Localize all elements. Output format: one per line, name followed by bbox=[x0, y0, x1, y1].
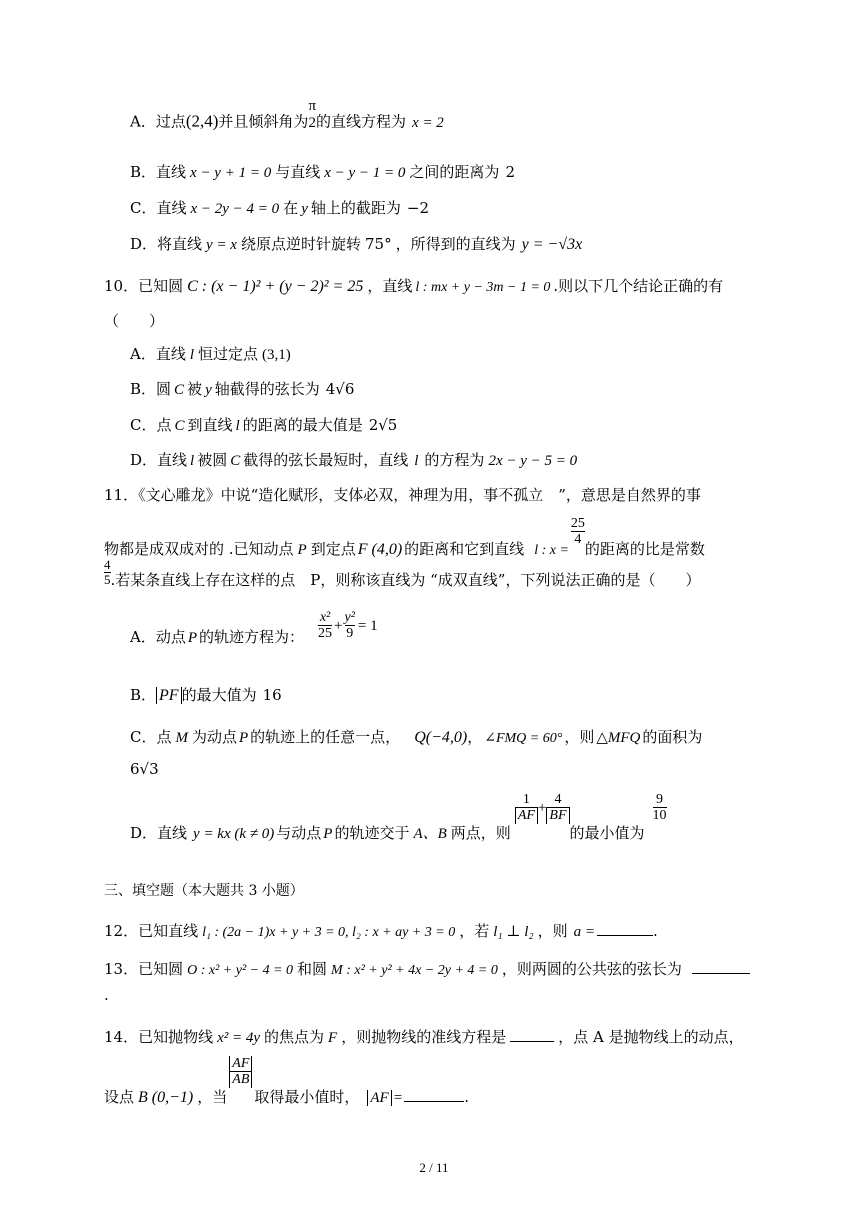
math-eq: x − 2y − 4 = 0 bbox=[190, 201, 280, 217]
math-eq: x − y + 1 = 0 bbox=[190, 165, 272, 181]
q12 bbox=[104, 920, 658, 941]
text: 14．已知抛物线 bbox=[104, 1028, 214, 1046]
q9-option-b bbox=[130, 161, 515, 182]
text: 为动点 bbox=[191, 728, 237, 746]
math-eq: l : x = bbox=[534, 542, 569, 558]
fraction bbox=[318, 610, 332, 642]
answer-blank[interactable] bbox=[510, 1027, 554, 1042]
math-point: F (4,0) bbox=[357, 540, 403, 558]
text: 三、填空题（本大题共 3 小题） bbox=[104, 883, 304, 899]
q9-option-d bbox=[130, 233, 582, 254]
text: 的面积为 bbox=[642, 728, 703, 746]
page-number: 2 / 11 bbox=[419, 1160, 449, 1175]
denominator: 10 bbox=[652, 808, 667, 824]
text: ，则两圆的公共弦的弦长为 bbox=[501, 960, 682, 978]
text: 截得的弦长最短时，直线 bbox=[243, 451, 409, 469]
text: 并且倾斜角为 bbox=[218, 112, 309, 131]
text: + bbox=[334, 617, 343, 634]
q11-option-c-answer bbox=[130, 760, 159, 778]
text: . bbox=[464, 1087, 469, 1106]
denominator: AB bbox=[229, 1071, 252, 1087]
math-var: F bbox=[328, 1030, 338, 1046]
text: D．直线 bbox=[130, 823, 188, 842]
text: 11．《文心雕龙》中说“造化赋形，支体必双，神理为用，事不孤立 ”，意思是自然界的事 bbox=[104, 486, 701, 504]
answer-blank[interactable] bbox=[597, 921, 653, 936]
text: 的轨迹交于 bbox=[334, 823, 410, 842]
math-var: △MFQ bbox=[596, 730, 641, 746]
q9-option-c bbox=[130, 197, 429, 218]
q11-line-3 bbox=[104, 557, 701, 596]
math-var: A、B bbox=[413, 825, 447, 842]
q10-paren bbox=[104, 310, 164, 331]
math-eq: x = 2 bbox=[412, 114, 444, 131]
denominator: 9 bbox=[346, 626, 354, 642]
fraction bbox=[653, 792, 667, 824]
text: 设点 bbox=[104, 1087, 135, 1106]
text: 取得最小值时， bbox=[254, 1087, 360, 1106]
value: 2 bbox=[505, 163, 515, 181]
text: ， bbox=[467, 728, 483, 746]
text: 的轨迹上的任意一点， bbox=[250, 728, 401, 746]
numerator: AF bbox=[229, 1056, 252, 1071]
text: 恒过定点 bbox=[198, 345, 259, 363]
math-point: B (0,−1) bbox=[138, 1088, 194, 1106]
math-abs: PF bbox=[156, 687, 182, 704]
math-point: Q(−4,0) bbox=[414, 729, 468, 746]
answer-blank[interactable] bbox=[692, 959, 750, 974]
text: ，若 bbox=[459, 922, 490, 940]
text: ，点 A 是抛物线上的动点， bbox=[558, 1028, 744, 1046]
math-eq: l : mx + y − 3m − 1 = 0 bbox=[415, 280, 551, 295]
denominator: 25 bbox=[318, 626, 333, 642]
math-eq: O : x² + y² − 4 = 0 bbox=[187, 963, 294, 978]
text: + bbox=[537, 799, 547, 816]
math-var: C bbox=[174, 418, 185, 434]
q13 bbox=[104, 958, 750, 979]
math-abs: AF bbox=[367, 1090, 391, 1106]
value: 75° bbox=[364, 235, 392, 253]
text: D．将直线 bbox=[130, 235, 203, 253]
answer-paren: （ ） bbox=[104, 312, 165, 330]
math-eq: y = x bbox=[206, 237, 237, 253]
q10-option-a bbox=[130, 343, 291, 364]
math-point: (3,1) bbox=[262, 347, 291, 363]
text: = 1 bbox=[357, 617, 378, 634]
q10-stem bbox=[104, 275, 723, 296]
text: 两点，则 bbox=[450, 823, 511, 842]
numerator: 9 bbox=[656, 792, 664, 807]
math-var: C bbox=[174, 382, 185, 398]
text: ，当 bbox=[197, 1087, 228, 1106]
text: ，直线 bbox=[367, 277, 413, 295]
math-eq: x − y − 1 = 0 bbox=[324, 165, 406, 181]
value: 2√5 bbox=[368, 416, 398, 434]
fraction bbox=[515, 792, 538, 824]
q11-option-c bbox=[130, 726, 702, 747]
q11-line-1 bbox=[104, 484, 701, 505]
math-var: P bbox=[187, 629, 198, 646]
text: 绕原点逆时针旋转 bbox=[240, 235, 361, 253]
text: 12．已知直线 bbox=[104, 922, 199, 940]
text: 被圆 bbox=[197, 451, 228, 469]
denominator: 4 bbox=[571, 531, 585, 547]
value: 6√3 bbox=[130, 760, 159, 778]
numerator: 1 bbox=[522, 792, 530, 807]
math-eq: x² = 4y bbox=[217, 1030, 261, 1046]
math-var: y bbox=[301, 201, 308, 217]
math-eq: ∠FMQ = 60° bbox=[484, 731, 563, 746]
text: 被 bbox=[187, 380, 203, 398]
answer-blank[interactable] bbox=[404, 1087, 464, 1102]
text: B． bbox=[130, 686, 157, 704]
math-eq: C : (x − 1)² + (y − 2)² = 25 bbox=[187, 278, 364, 295]
q10-option-c bbox=[130, 414, 397, 435]
text: 和圆 bbox=[297, 960, 328, 978]
math-var: l bbox=[189, 347, 195, 363]
fraction bbox=[571, 516, 585, 548]
q11-option-a bbox=[130, 610, 378, 654]
value: 16 bbox=[262, 686, 282, 704]
text: 物都是成双成对的 .已知动点 bbox=[104, 539, 294, 558]
q14-line-1 bbox=[104, 1026, 744, 1047]
text: 与直线 bbox=[275, 163, 321, 181]
section-heading bbox=[104, 880, 304, 900]
text: 之间的距离为 bbox=[409, 163, 500, 181]
text: ，所得到的直线为 bbox=[395, 235, 516, 253]
text: 的距离的比是常数 bbox=[584, 539, 705, 558]
math-var: l bbox=[190, 453, 195, 469]
value: −2 bbox=[406, 199, 429, 217]
math-eq: l₁ ⊥ l₂ bbox=[493, 924, 534, 940]
text: = bbox=[393, 1089, 403, 1106]
text: 在 bbox=[283, 199, 299, 217]
q10-option-d bbox=[130, 449, 577, 470]
fraction bbox=[104, 558, 111, 588]
text: B．直线 bbox=[130, 163, 187, 181]
denominator: AF bbox=[515, 807, 538, 823]
ellipse-equation bbox=[318, 610, 378, 642]
denominator: 5 bbox=[104, 572, 111, 588]
text: 的距离和它到直线 bbox=[404, 539, 525, 558]
text: ，则 bbox=[537, 922, 568, 940]
text: 10．已知圆 bbox=[104, 277, 184, 295]
numerator: 4 bbox=[554, 792, 562, 807]
denominator: 2 bbox=[308, 114, 316, 131]
fraction bbox=[345, 610, 355, 642]
fraction bbox=[229, 1056, 252, 1088]
text: D．直线 bbox=[130, 451, 188, 469]
numerator: y² bbox=[344, 610, 355, 625]
math-var: l bbox=[235, 418, 240, 434]
text: .则以下几个结论正确的有 bbox=[553, 277, 724, 295]
math-eq: y = −√3x bbox=[521, 236, 583, 253]
math-var: M bbox=[175, 730, 188, 746]
math-var: y bbox=[205, 382, 212, 398]
text: 13．已知圆 bbox=[104, 960, 184, 978]
text: C．点 bbox=[130, 416, 172, 434]
text: C．直线 bbox=[130, 199, 187, 217]
denominator: BF bbox=[546, 807, 569, 823]
text: A．动点 bbox=[130, 627, 186, 646]
math-eq: 2x − y − 5 = 0 bbox=[488, 453, 578, 469]
text: .若某条直线上存在这样的点 P，则称该直线为 “成双直线”，下列说法正确的是（ ） bbox=[110, 570, 701, 589]
text: 与动点 bbox=[276, 823, 322, 842]
fraction bbox=[308, 98, 316, 131]
text: 的最小值为 bbox=[569, 823, 645, 842]
text: A．直线 bbox=[130, 345, 186, 363]
math-point: (2,4) bbox=[185, 111, 219, 131]
text: 轴截得的弦长为 bbox=[214, 380, 320, 398]
text: 到直线 bbox=[187, 416, 233, 434]
text: 的距离的最大值是 bbox=[242, 416, 363, 434]
text: 的最大值为 bbox=[181, 686, 257, 704]
text: 轴上的截距为 bbox=[310, 199, 401, 217]
math-var: P bbox=[239, 730, 249, 746]
numerator: 4 bbox=[104, 557, 111, 572]
text: . bbox=[653, 922, 658, 940]
value: 4√6 bbox=[325, 380, 355, 398]
q10-option-b bbox=[130, 378, 354, 399]
fraction bbox=[546, 792, 569, 824]
math-eq: M : x² + y² + 4x − 2y + 4 = 0 bbox=[331, 963, 498, 978]
math-eq: l₁ : (2a − 1)x + y + 3 = 0, l₂ : x + ay + 3 = 0 bbox=[202, 925, 456, 940]
q11-option-b bbox=[130, 684, 282, 705]
text: C．点 bbox=[130, 728, 172, 746]
math-var: P bbox=[323, 825, 333, 842]
math-var: P bbox=[297, 541, 307, 558]
text: B．圆 bbox=[130, 380, 172, 398]
math-eq: y = kx (k ≠ 0) bbox=[193, 825, 275, 842]
text: 的方程为 bbox=[424, 451, 485, 469]
math-var: C bbox=[230, 453, 241, 469]
text: A．过点 bbox=[130, 112, 186, 131]
text: 到定点 bbox=[310, 539, 356, 558]
q13-end bbox=[104, 986, 109, 1004]
text: 的焦点为 bbox=[264, 1028, 325, 1046]
numerator: x² bbox=[319, 610, 331, 625]
math-var: a = bbox=[573, 924, 596, 940]
text: ，则抛物线的准线方程是 bbox=[341, 1028, 507, 1046]
q14-line-2 bbox=[104, 1056, 469, 1106]
text: 的直线方程为 bbox=[316, 112, 407, 131]
q9-option-a bbox=[130, 98, 444, 139]
numerator: 25 bbox=[570, 516, 585, 531]
math-var: l bbox=[414, 453, 419, 469]
text: ，则 bbox=[564, 728, 595, 746]
numerator: π bbox=[308, 98, 317, 114]
text: . bbox=[104, 986, 109, 1004]
text: 的轨迹方程为： bbox=[199, 627, 305, 646]
q11-option-d bbox=[130, 792, 667, 842]
q11-line-2 bbox=[104, 516, 705, 558]
